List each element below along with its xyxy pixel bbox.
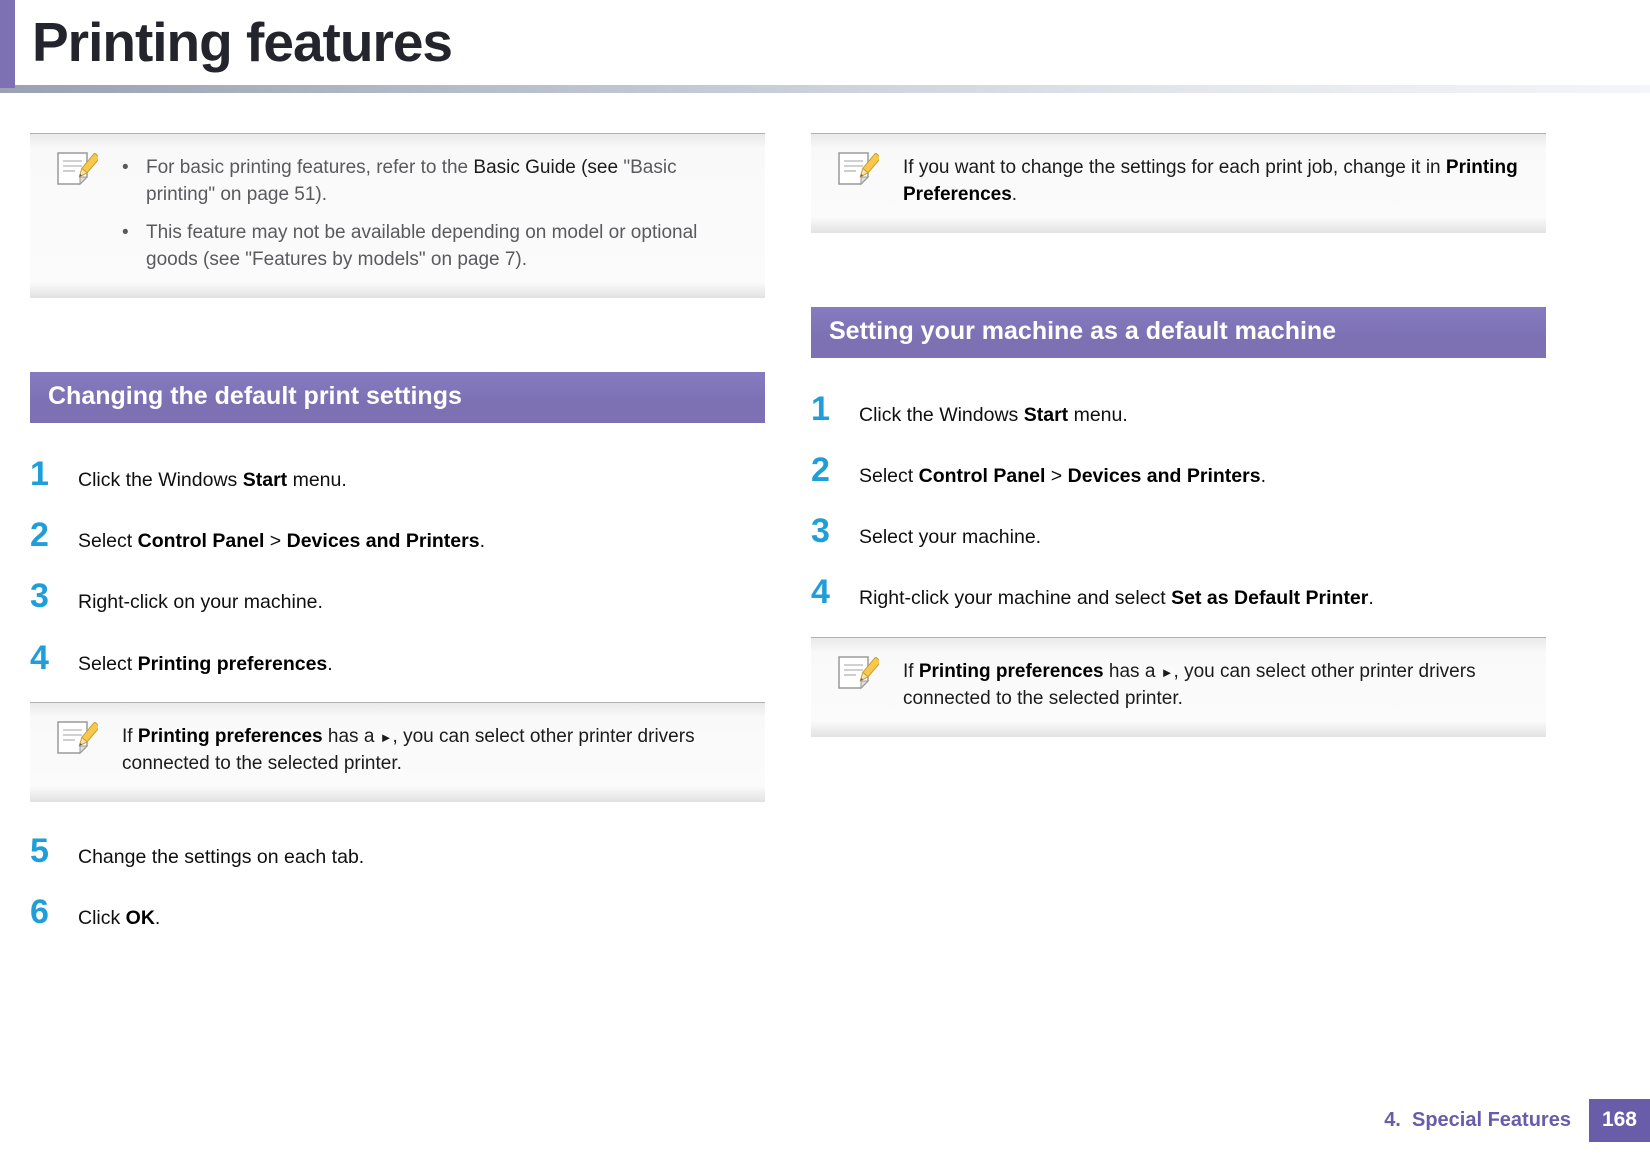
step-row — [30, 515, 765, 555]
step-number: 1 — [811, 389, 830, 428]
step-row — [30, 454, 765, 494]
note-bullet-item — [122, 219, 741, 274]
step-row — [811, 575, 1546, 612]
page-footer — [1384, 1099, 1650, 1142]
note-text: For basic printing features, refer to the Basic Guide (see "Basic printing" on page 51). — [146, 156, 677, 206]
note-text: If Printing preferences has a ►, you can select other printer drivers connected to the selected printer. — [122, 725, 695, 775]
note-text: This feature may not be available depending on model or optional goods (see "Features by models" on page 7). — [146, 221, 698, 271]
content-columns — [0, 93, 1650, 957]
step-number: 1 — [30, 454, 49, 493]
step-row — [30, 638, 765, 678]
note-pencil-icon — [54, 719, 98, 757]
step-text: Change the settings on each tab. — [78, 845, 365, 868]
page-title: Printing features — [32, 11, 453, 73]
tip-note-box — [811, 637, 1546, 737]
note-pencil-icon — [54, 150, 98, 188]
note-pencil-icon — [835, 150, 879, 188]
note-body — [122, 154, 741, 274]
step-row — [30, 895, 765, 932]
right-column — [811, 133, 1546, 957]
step-text: Select Control Panel > Devices and Printers. — [78, 529, 485, 552]
tip-note-box — [30, 702, 765, 802]
note-bullet-item — [122, 154, 741, 209]
step-number: 4 — [30, 638, 49, 677]
step-number: 4 — [811, 573, 830, 612]
section-heading-label: Changing the default print settings — [48, 381, 462, 410]
footer-section-label: 4. Special Features — [1384, 1109, 1571, 1131]
intro-note-box — [30, 133, 765, 298]
note-pencil-icon — [835, 654, 879, 692]
step-number: 5 — [30, 831, 49, 870]
corner-accent-bar — [0, 0, 15, 88]
step-row — [30, 831, 765, 871]
bullet-dot: • — [122, 221, 129, 243]
step-number: 2 — [30, 515, 49, 554]
step-number: 3 — [811, 512, 830, 551]
step-text: Select your machine. — [859, 526, 1042, 549]
step-number: 2 — [811, 450, 830, 489]
tip-note-box — [811, 133, 1546, 233]
step-text: Click the Windows Start menu. — [859, 403, 1128, 426]
title-rule — [0, 85, 1650, 93]
section-heading-label: Setting your machine as a default machine — [829, 316, 1337, 345]
step-number: 3 — [30, 577, 49, 616]
step-number: 6 — [30, 893, 49, 932]
step-text: Select Printing preferences. — [78, 652, 333, 675]
step-text: Click OK. — [78, 907, 161, 930]
step-text: Select Control Panel > Devices and Printers. — [859, 464, 1266, 487]
step-row — [30, 579, 765, 616]
step-row — [811, 389, 1546, 429]
section-heading-default-machine — [811, 307, 1546, 358]
step-text: Right-click your machine and select Set as Default Printer. — [859, 587, 1374, 610]
footer-page-number: 168 — [1589, 1099, 1650, 1142]
step-row — [811, 450, 1546, 490]
step-row — [811, 514, 1546, 551]
bullet-dot: • — [122, 156, 129, 178]
step-text: Click the Windows Start menu. — [78, 468, 347, 491]
step-text: Right-click on your machine. — [78, 591, 323, 614]
section-heading-default-print-settings — [30, 372, 765, 423]
left-column — [30, 133, 765, 957]
note-text: If you want to change the settings for each print job, change it in Printing Preferences. — [903, 156, 1518, 206]
note-text: If Printing preferences has a ►, you can select other printer drivers connected to the selected printer. — [903, 660, 1476, 710]
